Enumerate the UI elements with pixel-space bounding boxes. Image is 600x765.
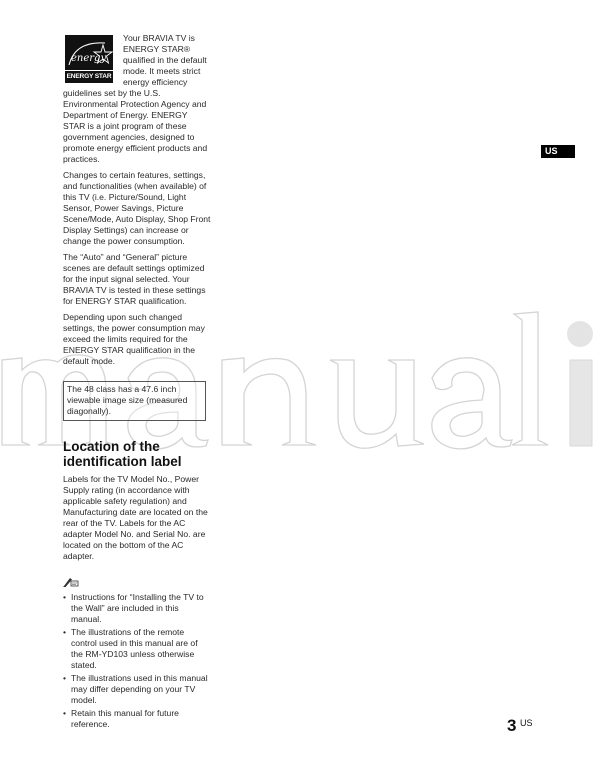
list-item: • The illustrations used in this manual may differ depending on your TV model. bbox=[63, 673, 211, 706]
energy-star-logo bbox=[65, 35, 113, 83]
list-item: • Instructions for “Installing the TV to the Wall” are included in this manual. bbox=[63, 592, 211, 625]
section-heading: Location of the identification label bbox=[63, 439, 182, 469]
energy-paragraph-2: Changes to certain features, settings, and functionalities (when available) of this TV (i.e. Picture/Sound, Light Sensor, Power Savings, Picture Scene/Mode, Auto Display, Shop Front Display Settings) can increase or change the power consumption. bbox=[63, 170, 211, 246]
region-tab: US bbox=[541, 145, 575, 158]
energy-paragraph-4: Depending upon such changed settings, the power consumption may exceed the limits required for the ENERGY STAR qualification in the default mode. bbox=[63, 312, 205, 366]
energy-star-section bbox=[63, 33, 211, 165]
main-column bbox=[63, 33, 211, 732]
screen-size-note-box: The 48 class has a 47.6 inch viewable image size (measured diagonally). bbox=[63, 381, 206, 421]
memo-pencil-icon bbox=[63, 576, 211, 588]
page-number: 3 bbox=[507, 716, 517, 735]
page-suffix: US bbox=[520, 718, 533, 728]
energy-paragraph-3: The “Auto” and “General” picture scenes are default settings optimized for the input signal selected. Your BRAVIA TV is tested in these settings for ENERGY STAR qualification. bbox=[63, 252, 206, 306]
notes-list bbox=[63, 592, 211, 730]
list-item: • Retain this manual for future reference. bbox=[63, 708, 211, 730]
energy-star-icon bbox=[65, 35, 113, 71]
section-body: Labels for the TV Model No., Power Supply rating (in accordance with applicable safety regulation) and Manufacturing date are located on the rear of the TV. Labels for the AC adapter Model No. and Serial No. are located on the bottom of the AC adapter. bbox=[63, 474, 208, 561]
energy-intro-text: Your BRAVIA TV is ENERGY STAR® qualified in the default mode. It meets strict energy efficiency guidelines set by the U.S. Environmental Protection Agency and Department of Energy. ENERGY STAR is a joint program of these government agencies, designed to promote energy efficient products and practices. bbox=[63, 33, 208, 164]
energy-star-label: ENERGY STAR bbox=[65, 70, 113, 83]
svg-text:energy: energy bbox=[71, 53, 107, 64]
list-item: • The illustrations of the remote control used in this manual are of the RM-YD103 unless otherwise stated. bbox=[63, 627, 211, 671]
